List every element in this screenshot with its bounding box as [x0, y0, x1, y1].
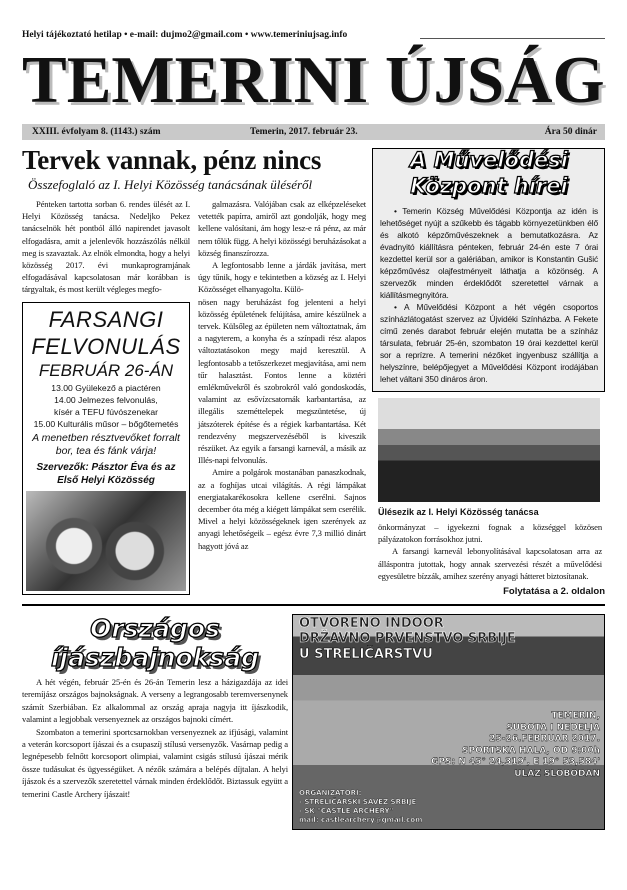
poster-title: U STRELIČARSTVU: [299, 647, 433, 663]
top-section: [22, 144, 605, 598]
cultural-center-news: [380, 205, 598, 385]
program-item: 15.00 Kulturális műsor – bőgőtemetés: [33, 418, 179, 429]
lead-column-2-top: [198, 198, 366, 296]
lead-subhead: Összefoglaló az I. Helyi Közösség tanácsának üléséről: [28, 177, 313, 192]
archery-poster: [292, 614, 605, 830]
price: Ára 50 dinár: [544, 127, 597, 137]
lead-headline: Tervek vannak, pénz nincs: [22, 145, 322, 175]
dateline: Temerin, 2017. február 23.: [250, 127, 358, 137]
cultural-center-box: [372, 148, 605, 392]
poster-detail: TEMERIN,: [551, 711, 600, 722]
ad-organizers: Szervezők: Pásztor Éva és az Első Helyi Közösség: [36, 461, 176, 486]
tagline: Helyi tájékoztató hetilap • e-mail: dujmo2@gmail.com • www.temeriniujsag.info: [22, 30, 348, 40]
paragraph: Szombaton a temerini sportcsarnokban versenyeznek az ifjúsági, valamint a veterán korcsoport íjászai és a csupaszíj stílusú versenyzők. Vasárnap pedig a legnépesebb felnőtt korcsoport olimpiai, valamint csigás stílusú íjászai mérik össze tudásukat és ügyességüket. A nézők számára a belépés díjtalan. A helyi íjászok és a szervezők szeretettel várnak minden érdeklődőt. Biztassuk együtt a temerini Castle Archery íjászait!: [22, 726, 288, 799]
cultural-center-title: [380, 147, 598, 199]
poster-title: OTVORENO INDOOR: [299, 616, 444, 632]
column-b: [198, 198, 366, 552]
organizer-line: mail: castlearchery@gmail.com: [299, 816, 423, 825]
newspaper-title: TEMERINI ÚJSÁG: [22, 43, 605, 117]
title-line: Országos: [90, 614, 220, 644]
paragraph: nösen nagy beruházást fog jelenteni a helyi közösség épületének felújítása, amire készülnek a tervek. Külsőleg az épületen nem változtatnak, ám a nagyterem, a konyha és a színpadi rész alapos változtatásokon megy majd keresztül. A legfontosabb a tetőszerkezet megjavítása, ami nem tűr halasztást. Fontos lenne a köztéri emlékművekről és szobrokról való gondoskodás, valamint az esővízcsatornák karbantartása, az illegális szeméttelepek megszüntetése, új játszóterek építése és a régiek karbantartása. Két rendezvény megszervezéséből is kiveszik részüket. Az egyik a farsangi karnevál, a másik az Illés-napi felvonulás.: [198, 296, 366, 466]
poster-detail: ULAZ SLOBODAN: [514, 768, 600, 779]
paragraph: Pénteken tartotta sorban 6. rendes ülését az I. Helyi Közösség tanácsa. Nedeljko Pekez tanácselnök hét pontból álló napirendet javasolt elfogadásra, amit a jelenlevők hozzászólás nélkül meg is szavaztak. Az elnök elmondta, hogy a helyi közösség 2017. évi munkaprogramjának elfogadásával kapcsolatosan már korábban is tárgyaltak, és most került végleges megfo-: [22, 199, 190, 295]
program-item: 14.00 Jelmezes felvonulás,: [54, 394, 158, 405]
ad-invite: A menetben résztvevőket forralt bor, tea és fánk várja!: [32, 431, 180, 457]
paragraph: galmazásra. Valójában csak az elképzeléseket vetették papírra, amiről azt gondolják, hogy meg kellene valósítani, ám hogy lesz-e rá pénz, az már nem tőlük függ. A helyi közösségi beruházásokat a község finanszírozza.: [198, 199, 366, 258]
carnival-masks-photo: [26, 491, 186, 591]
right-column: [372, 144, 605, 598]
program-item: 13.00 Gyülekező a piactéren: [51, 382, 161, 393]
archery-title: [22, 614, 288, 672]
title-line: A Művelődési: [410, 148, 568, 172]
news-item: • A Művelődési Központ a hét végén csoportos színházlátogatást szervez az Újvidéki Színházba. A Fekete című zenés darabot február elején mutatta be a színház társulata, február 25-én, szombaton 19 órai kezdettel kerül sor a reprízre. A temerini nézőket ingyenbusz szállítja a helyszínre, belépőjegyet a Művelődési Központ irodájában lehet váltani 350 dináros áron.: [380, 302, 598, 384]
title-line: Központ hírei: [410, 174, 568, 198]
paragraph: Amire a polgárok mostanában panaszkodnak, az a foghíjas utcai világítás. A régi lámpákat energiatakarékosokra kellene cserélni. Sajnos december óta még a kiégett lámpákat sem cserélik. Mivel a helyi közösségeknek igen szerények az anyagi lehetőségeik – egész évre 7,3 millió dinárt hagyott jóvá az: [198, 467, 366, 551]
organizer-line: - SK "CASTLE ARCHERY": [299, 807, 394, 816]
poster-title: DRŽAVNO PRVENSTVO SRBIJE: [299, 631, 516, 647]
issue-number: XXIII. évfolyam 8. (1143.) szám: [32, 127, 161, 137]
lead-column-2: [198, 296, 366, 552]
poster-detail: GPS: N 45° 24,319', E 19° 53,584': [431, 757, 600, 768]
issue-bar: [22, 124, 605, 140]
archery-article-block: [22, 614, 288, 800]
page-content: [22, 144, 605, 830]
paragraph: A legfontosabb lenne a járdák javítása, mert úgy tűnik, hogy e tekintetben a község az I. Helyi Közösséget elhanyagolta. Külö-: [198, 260, 366, 295]
divider: [22, 604, 605, 606]
poster-detail: SUBOTA I NEDELJA: [506, 722, 600, 733]
lead-column-1: [22, 198, 190, 296]
archery-article: [22, 676, 288, 800]
continued-link[interactable]: Folytatása a 2. oldalon: [503, 586, 605, 598]
organizer-line: ORGANIZATORI:: [299, 789, 362, 798]
lead-article: [22, 144, 366, 595]
poster-detail: 25-26.FEBRUAR 2017.: [489, 734, 600, 745]
carnival-ad: [22, 302, 190, 595]
poster-organizers: [299, 789, 422, 825]
program-item: kísér a TEFU fúvószenekar: [54, 406, 158, 417]
paragraph: önkormányzat – igyekezni fognak a községgel közösen pályázatokon forrásokhoz jutni.: [378, 522, 602, 545]
column-a: [22, 198, 190, 595]
news-item: • Temerin Község Művelődési Központja az idén is lehetőséget nyújt a szűkebb és tágabb környezetünkben élő és alkotó képzőművészeknek a bemutatkozásra. Az évadnyitó kiállításra pénteken, február 24-én este 7 órai kezdettel kerül sor a galériában, amikor is Konstantin Gušić képzőművész olajfestményeit láthatja a közönség. A szervezők minden érdeklődőt szeretettel várnak a kiállításmegnyitóra.: [380, 206, 598, 300]
lead-column-3: [378, 521, 602, 582]
title-line: íjászbajnokság: [50, 643, 260, 673]
ad-title-1: FARSANGI: [48, 306, 164, 332]
ad-date: FEBRUÁR 26-ÁN: [38, 360, 174, 380]
bottom-section: [22, 614, 605, 830]
lead-columns: [22, 198, 366, 595]
paragraph: A farsangi karnevál lebonyolításával kapcsolatosan arra az álláspontra jutottak, hogy annak szervezési részét a művelődési egyesületre bízzák, amihez szerény anyagi hátteret biztosítanak.: [378, 546, 602, 581]
council-meeting-photo: [378, 398, 600, 502]
poster-detail: SPORTSKA HALA, OD 9:00h: [462, 745, 600, 756]
ad-title-2: FELVONULÁS: [31, 333, 181, 359]
organizer-line: - STRELIČARSKI SAVEZ SRBIJE: [299, 798, 417, 807]
poster-details: [431, 711, 600, 780]
paragraph: A hét végén, február 25-én és 26-án Temerin lesz a házigazdája az idei teremíjász országos bajnokságnak. A verseny a legrangosabb teremversenynek számít Szerbiában. Ez alkalommal az ország apraja nagyja itt íjászkodik, valamint a legjobbak versenyeznek az országos bajnoki címért.: [22, 677, 288, 725]
photo-caption: Ülésezik az I. Helyi Közösség tanácsa: [378, 507, 539, 517]
